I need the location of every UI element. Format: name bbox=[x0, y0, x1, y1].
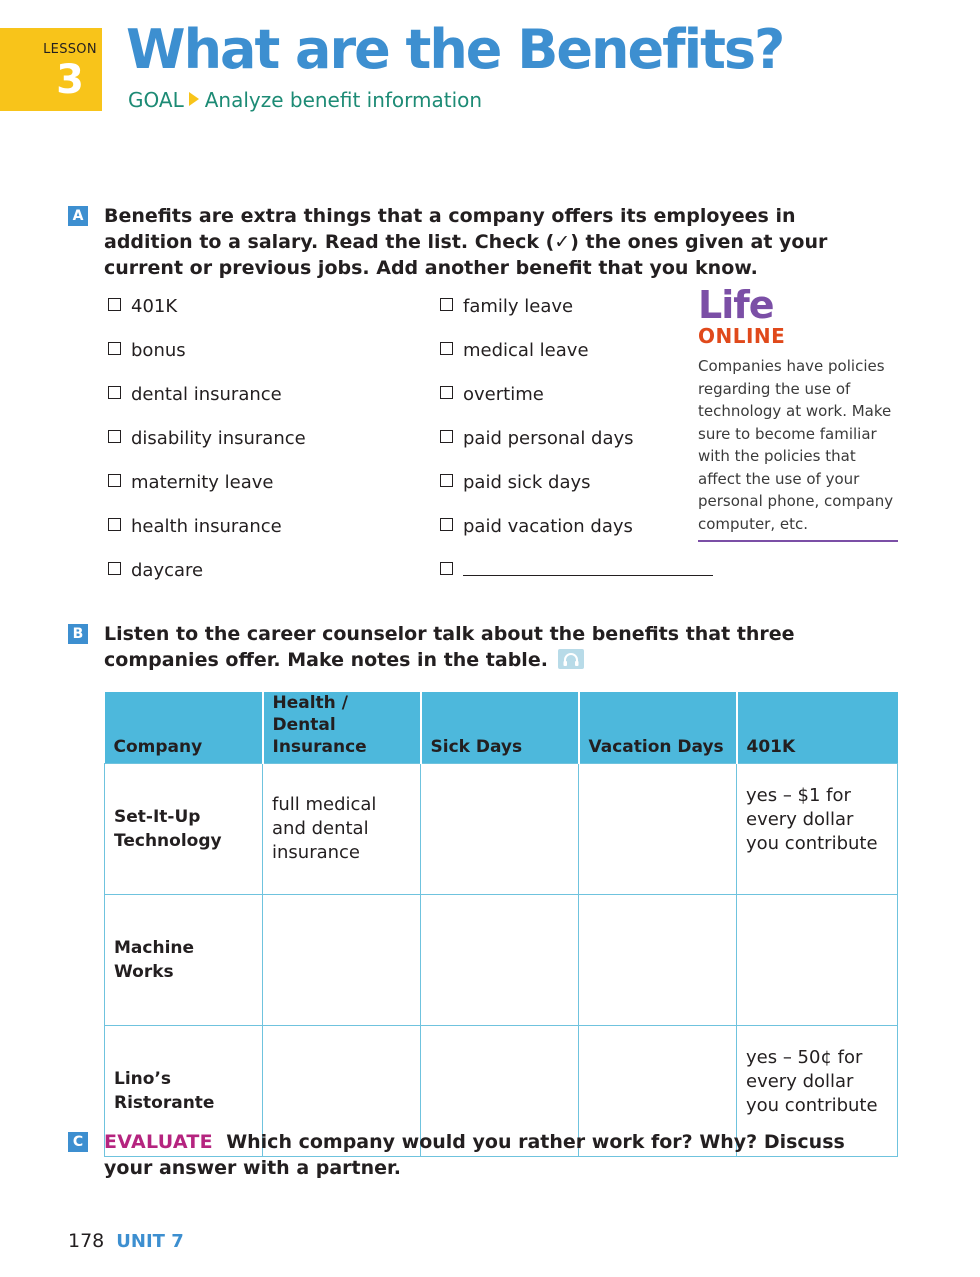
section-b-badge: B bbox=[68, 624, 88, 644]
life-online-divider bbox=[698, 540, 898, 542]
checkbox-icon[interactable] bbox=[108, 518, 121, 531]
benefit-label: paid personal days bbox=[463, 428, 634, 449]
checkbox-icon[interactable] bbox=[440, 562, 453, 575]
section-a-badge: A bbox=[68, 206, 88, 226]
goal-arrow-icon bbox=[189, 92, 199, 106]
checkbox-icon[interactable] bbox=[440, 518, 453, 531]
goal-text: Analyze benefit information bbox=[204, 88, 483, 112]
benefit-item[interactable] bbox=[440, 516, 713, 560]
header-company: Company bbox=[105, 692, 263, 764]
table-row bbox=[105, 764, 898, 895]
benefit-label: paid vacation days bbox=[463, 516, 633, 537]
benefit-label: family leave bbox=[463, 296, 574, 317]
section-b-instructions-wrap bbox=[104, 621, 874, 673]
header-401k: 401K bbox=[737, 692, 898, 764]
header-sick-days: Sick Days bbox=[421, 692, 579, 764]
checkbox-icon[interactable] bbox=[440, 386, 453, 399]
page-footer bbox=[68, 1230, 184, 1252]
benefit-item[interactable] bbox=[108, 340, 306, 384]
header-health-dental: Health / Dental Insurance bbox=[263, 692, 421, 764]
table-header-row bbox=[105, 692, 898, 764]
health-cell[interactable]: full medical and dental insurance bbox=[263, 764, 421, 895]
401k-cell[interactable]: yes – 50¢ for every dollar you contribute bbox=[737, 1026, 898, 1157]
section-a-instructions: Benefits are extra things that a company offers its employees in addition to a salary. Read the list. Check (✓) the ones given at your current or previous jobs. Add another benefit that you know. bbox=[104, 205, 828, 279]
checkbox-icon[interactable] bbox=[108, 298, 121, 311]
health-cell[interactable] bbox=[263, 895, 421, 1026]
benefit-item[interactable] bbox=[440, 340, 713, 384]
checkbox-icon[interactable] bbox=[440, 430, 453, 443]
benefit-item[interactable] bbox=[440, 428, 713, 472]
401k-cell[interactable] bbox=[737, 895, 898, 1026]
company-cell: Set-It-Up Technology bbox=[105, 764, 263, 895]
page-title: What are the Benefits? bbox=[126, 18, 784, 81]
benefit-label: disability insurance bbox=[131, 428, 306, 449]
benefit-label: maternity leave bbox=[131, 472, 274, 493]
lesson-tab bbox=[0, 28, 102, 111]
life-title: Life bbox=[698, 283, 774, 327]
benefit-label: overtime bbox=[463, 384, 544, 405]
benefit-item[interactable] bbox=[108, 560, 306, 604]
benefit-item[interactable] bbox=[440, 296, 713, 340]
lesson-number: 3 bbox=[56, 57, 84, 103]
checkbox-icon[interactable] bbox=[440, 298, 453, 311]
benefit-item[interactable] bbox=[108, 384, 306, 428]
benefit-item-blank[interactable] bbox=[440, 560, 713, 604]
section-c-instructions-wrap bbox=[104, 1129, 894, 1181]
benefit-label: 401K bbox=[131, 296, 178, 317]
benefit-label: dental insurance bbox=[131, 384, 282, 405]
checkbox-icon[interactable] bbox=[108, 474, 121, 487]
lesson-label: LESSON bbox=[43, 42, 97, 57]
company-cell: Machine Works bbox=[105, 895, 263, 1026]
goal-label: GOAL bbox=[128, 88, 184, 112]
header-vacation-days: Vacation Days bbox=[579, 692, 737, 764]
sick-days-cell[interactable] bbox=[421, 764, 579, 895]
checkbox-icon[interactable] bbox=[440, 342, 453, 355]
benefit-label: bonus bbox=[131, 340, 186, 361]
vacation-days-cell[interactable] bbox=[579, 764, 737, 895]
benefit-item[interactable] bbox=[440, 384, 713, 428]
benefit-label: daycare bbox=[131, 560, 204, 581]
checkbox-icon[interactable] bbox=[440, 474, 453, 487]
benefit-item[interactable] bbox=[108, 516, 306, 560]
benefits-table bbox=[104, 692, 898, 1157]
table-row bbox=[105, 895, 898, 1026]
life-online-text: Companies have policies regarding the use of technology at work. Make sure to become familiar with the policies that affect the use of your personal phone, company computer, etc. bbox=[698, 357, 894, 533]
goal-line bbox=[128, 88, 482, 112]
benefit-item[interactable] bbox=[108, 296, 306, 340]
checkbox-icon[interactable] bbox=[108, 430, 121, 443]
sick-days-cell[interactable] bbox=[421, 895, 579, 1026]
checkbox-icon[interactable] bbox=[108, 562, 121, 575]
benefit-item[interactable] bbox=[108, 472, 306, 516]
section-b-instructions: Listen to the career counselor talk about the benefits that three companies offer. Make notes in the table. bbox=[104, 623, 795, 671]
benefit-list-column-2 bbox=[440, 296, 713, 604]
benefit-label: paid sick days bbox=[463, 472, 591, 493]
401k-cell[interactable]: yes – $1 for every dollar you contribute bbox=[737, 764, 898, 895]
benefit-label: health insurance bbox=[131, 516, 282, 537]
company-cell: Lino’s Ristorante bbox=[105, 1026, 263, 1157]
benefit-list-column-1 bbox=[108, 296, 306, 604]
write-in-line[interactable] bbox=[463, 561, 713, 576]
checkbox-icon[interactable] bbox=[108, 342, 121, 355]
benefit-item[interactable] bbox=[440, 472, 713, 516]
vacation-days-cell[interactable] bbox=[579, 895, 737, 1026]
life-online-box bbox=[698, 285, 898, 535]
benefit-label: medical leave bbox=[463, 340, 589, 361]
page-number: 178 bbox=[68, 1230, 105, 1252]
checkbox-icon[interactable] bbox=[108, 386, 121, 399]
headphones-icon[interactable] bbox=[558, 649, 584, 669]
life-subtitle: ONLINE bbox=[698, 324, 786, 348]
unit-label: UNIT 7 bbox=[116, 1231, 184, 1252]
section-c-badge: C bbox=[68, 1132, 88, 1152]
evaluate-keyword: EVALUATE bbox=[104, 1131, 213, 1153]
section-c-instructions: Which company would you rather work for? Why? Discuss your answer with a partner. bbox=[104, 1131, 845, 1179]
benefit-item[interactable] bbox=[108, 428, 306, 472]
